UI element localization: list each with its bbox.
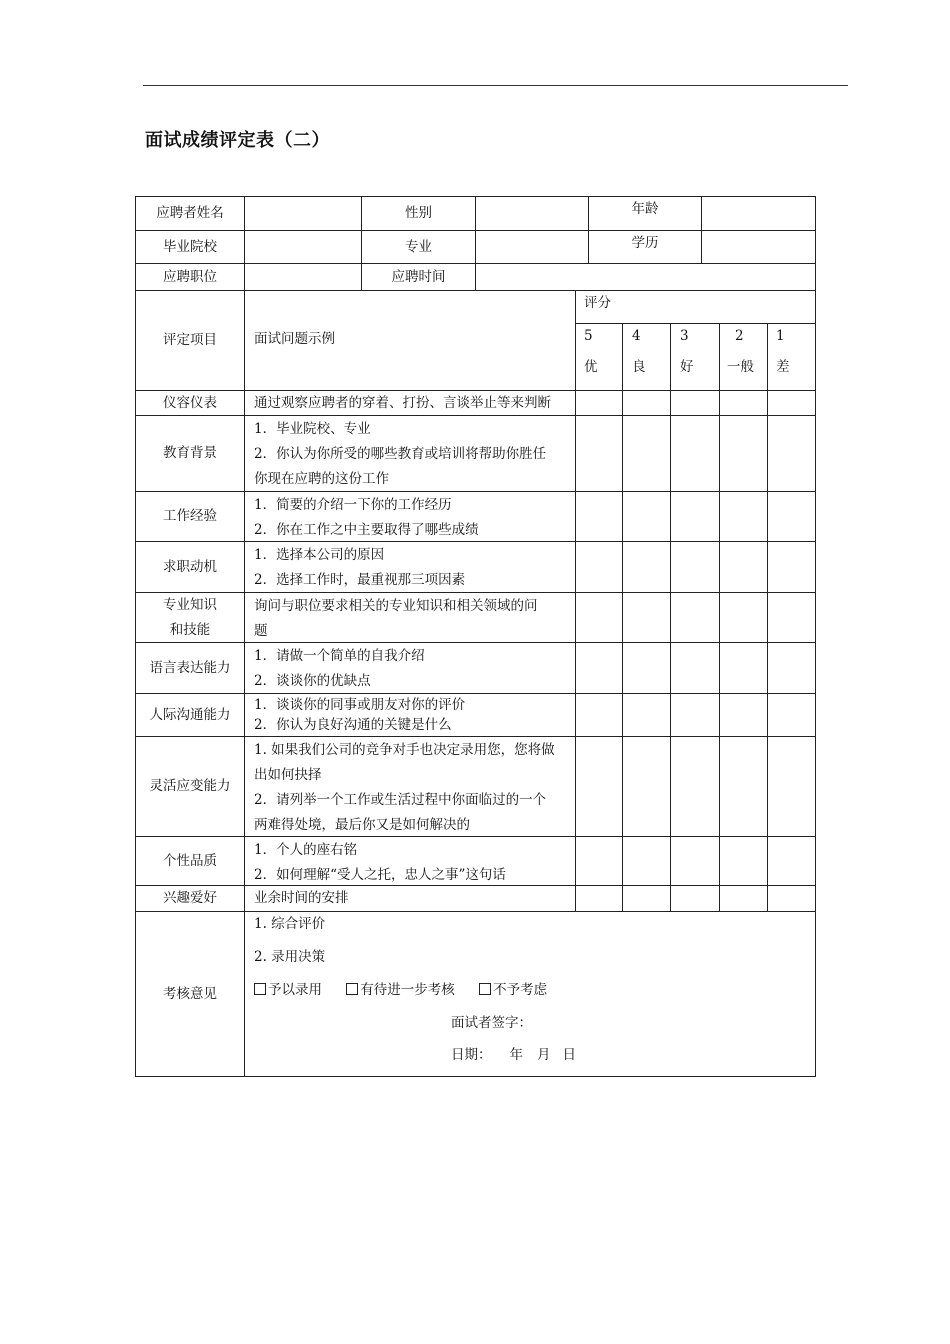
age-field[interactable] xyxy=(702,197,815,230)
score-2: 2 一般 xyxy=(727,328,754,375)
row-question-hobbies: 业余时间的安排 xyxy=(254,890,349,906)
decision-options xyxy=(254,980,547,1000)
position-label: 应聘职位 xyxy=(163,268,217,285)
hiring-decision: 2. 录用决策 xyxy=(254,949,326,965)
row-item-expertise: 专业知识 和技能 xyxy=(163,596,217,638)
row-item-character: 个性品质 xyxy=(163,852,217,869)
checkbox-icon[interactable] xyxy=(479,983,491,995)
page-title: 面试成绩评定表（二） xyxy=(145,130,330,151)
apply-date-field[interactable] xyxy=(476,264,815,290)
row-item-motivation: 求职动机 xyxy=(163,558,217,575)
apply-date-label: 应聘时间 xyxy=(391,268,446,285)
major-label: 专业 xyxy=(405,238,432,255)
row-question-character: 1．个人的座右铭 2．如何理解“受人之托，忠人之事”这句话 xyxy=(254,842,506,883)
row-item-language: 语言表达能力 xyxy=(149,659,231,676)
assessment-label: 考核意见 xyxy=(163,985,217,1002)
checkbox-icon[interactable] xyxy=(254,983,266,995)
score-header: 评分 xyxy=(584,295,611,311)
gender-label: 性别 xyxy=(405,205,432,221)
overall-evaluation: 1. 综合评价 xyxy=(254,916,326,932)
row-item-hobbies: 兴趣爱好 xyxy=(163,890,217,906)
row-question-experience: 1．简要的介绍一下你的工作经历 2．你在工作之中主要取得了哪些成绩 xyxy=(254,497,479,538)
education-label: 学历 xyxy=(631,234,659,251)
option-reject[interactable]: 不予考虑 xyxy=(479,982,547,998)
education-field[interactable] xyxy=(702,231,815,263)
row-item-communication: 人际沟通能力 xyxy=(149,706,231,723)
option-hire[interactable]: 予以录用 xyxy=(254,982,322,998)
row-item-appearance: 仪容仪表 xyxy=(163,394,217,411)
score-1: 1 差 xyxy=(776,328,790,375)
school-field[interactable] xyxy=(245,231,361,263)
row-question-adaptability: 1. 如果我们公司的竞争对手也决定录用您，您将做 出如何抉择 2．请列举一个工作或生活过程中你面临过的一个 两难得处境，最后你又是如何解决的 xyxy=(254,742,555,833)
row-question-education: 1．毕业院校、专业 2．你认为你所受的哪些教育或培训将帮助你胜任 你现在应聘的这份工作 xyxy=(254,421,547,487)
row-question-language: 1．请做一个简单的自我介绍 2．谈谈你的优缺点 xyxy=(254,648,425,689)
row-question-expertise: 询问与职位要求相关的专业知识和相关领域的问 题 xyxy=(254,598,538,639)
position-field[interactable] xyxy=(245,264,361,290)
row-item-adaptability: 灵活应变能力 xyxy=(149,778,231,794)
name-field[interactable] xyxy=(245,197,361,230)
option-further-review[interactable]: 有待进一步考核 xyxy=(346,982,455,998)
score-3: 3 好 xyxy=(680,328,694,375)
score-5: 5 优 xyxy=(584,328,598,375)
score-4: 4 良 xyxy=(632,328,646,375)
checkbox-icon[interactable] xyxy=(346,983,358,995)
interviewer-signature: 面试者签字： xyxy=(451,1015,532,1031)
row-question-communication: 1．谈谈你的同事或朋友对你的评价 2．你认为良好沟通的关键是什么 xyxy=(254,697,466,733)
row-question-motivation: 1．选择本公司的原因 2．选择工作时，最重视那三项因素 xyxy=(254,547,466,588)
school-label: 毕业院校 xyxy=(163,238,217,255)
gender-field[interactable] xyxy=(476,197,588,230)
row-item-experience: 工作经验 xyxy=(163,508,217,524)
item-header: 评定项目 xyxy=(163,332,217,348)
major-field[interactable] xyxy=(476,231,588,263)
row-item-education: 教育背景 xyxy=(163,445,217,461)
question-header: 面试问题示例 xyxy=(254,331,335,347)
row-question-appearance: 通过观察应聘者的穿着、打扮、言谈举止等来判断 xyxy=(254,395,551,411)
age-label: 年龄 xyxy=(631,201,659,217)
name-label: 应聘者姓名 xyxy=(156,205,224,221)
sign-date: 日期： 年 月 日 xyxy=(451,1047,576,1063)
